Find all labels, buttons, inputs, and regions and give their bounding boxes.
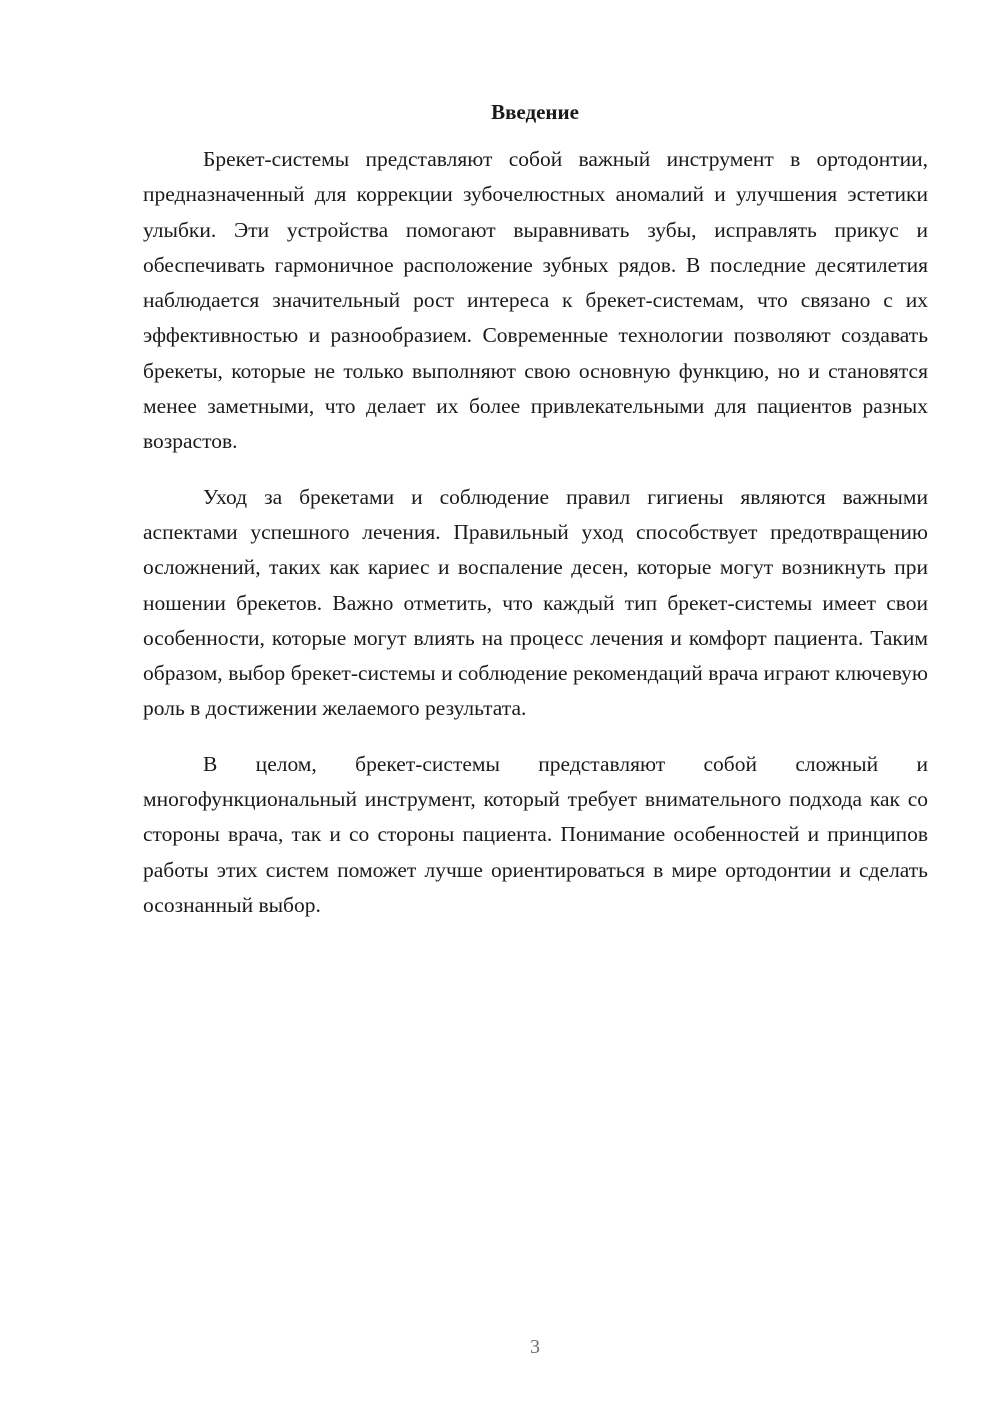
page-number: 3 <box>530 1336 540 1358</box>
paragraph-1: Брекет-системы представляют собой важный инструмент в ортодонтии, предназначенный для коррекции зубочелюстных аномалий и улучшения эстетики улыбки. Эти устройства помогают выравнивать зубы, исправлять прикус и обеспечивать гармоничное расположение зубных рядов. В последние десятилетия наблюдается значительный рост интереса к брекет-системам, что связано с их эффективностью и разнообразием. Современные технологии позволяют создавать брекеты, которые не только выполняют свою основную функцию, но и становятся менее заметными, что делает их более привлекательными для пациентов разных возрастов. <box>143 147 928 454</box>
body-text <box>143 142 928 923</box>
section-heading: Введение <box>491 100 579 124</box>
paragraph-2: Уход за брекетами и соблюдение правил гигиены являются важными аспектами успешного лечения. Правильный уход способствует предотвращению осложнений, таких как кариес и воспаление десен, которые могут возникнуть при ношении брекетов. Важно отметить, что каждый тип брекет-системы имеет свои особенности, которые могут влиять на процесс лечения и комфорт пациента. Таким образом, выбор брекет-системы и соблюдение рекомендаций врача играют ключевую роль в достижении желаемого результата. <box>143 484 928 721</box>
paragraph-3: В целом, брекет-системы представляют собой сложный и многофункциональный инструмент, который требует внимательного подхода как со стороны врача, так и со стороны пациента. Понимание особенностей и принципов работы этих систем поможет лучше ориентироваться в мире ортодонтии и сделать осознанный выбор. <box>143 751 928 917</box>
